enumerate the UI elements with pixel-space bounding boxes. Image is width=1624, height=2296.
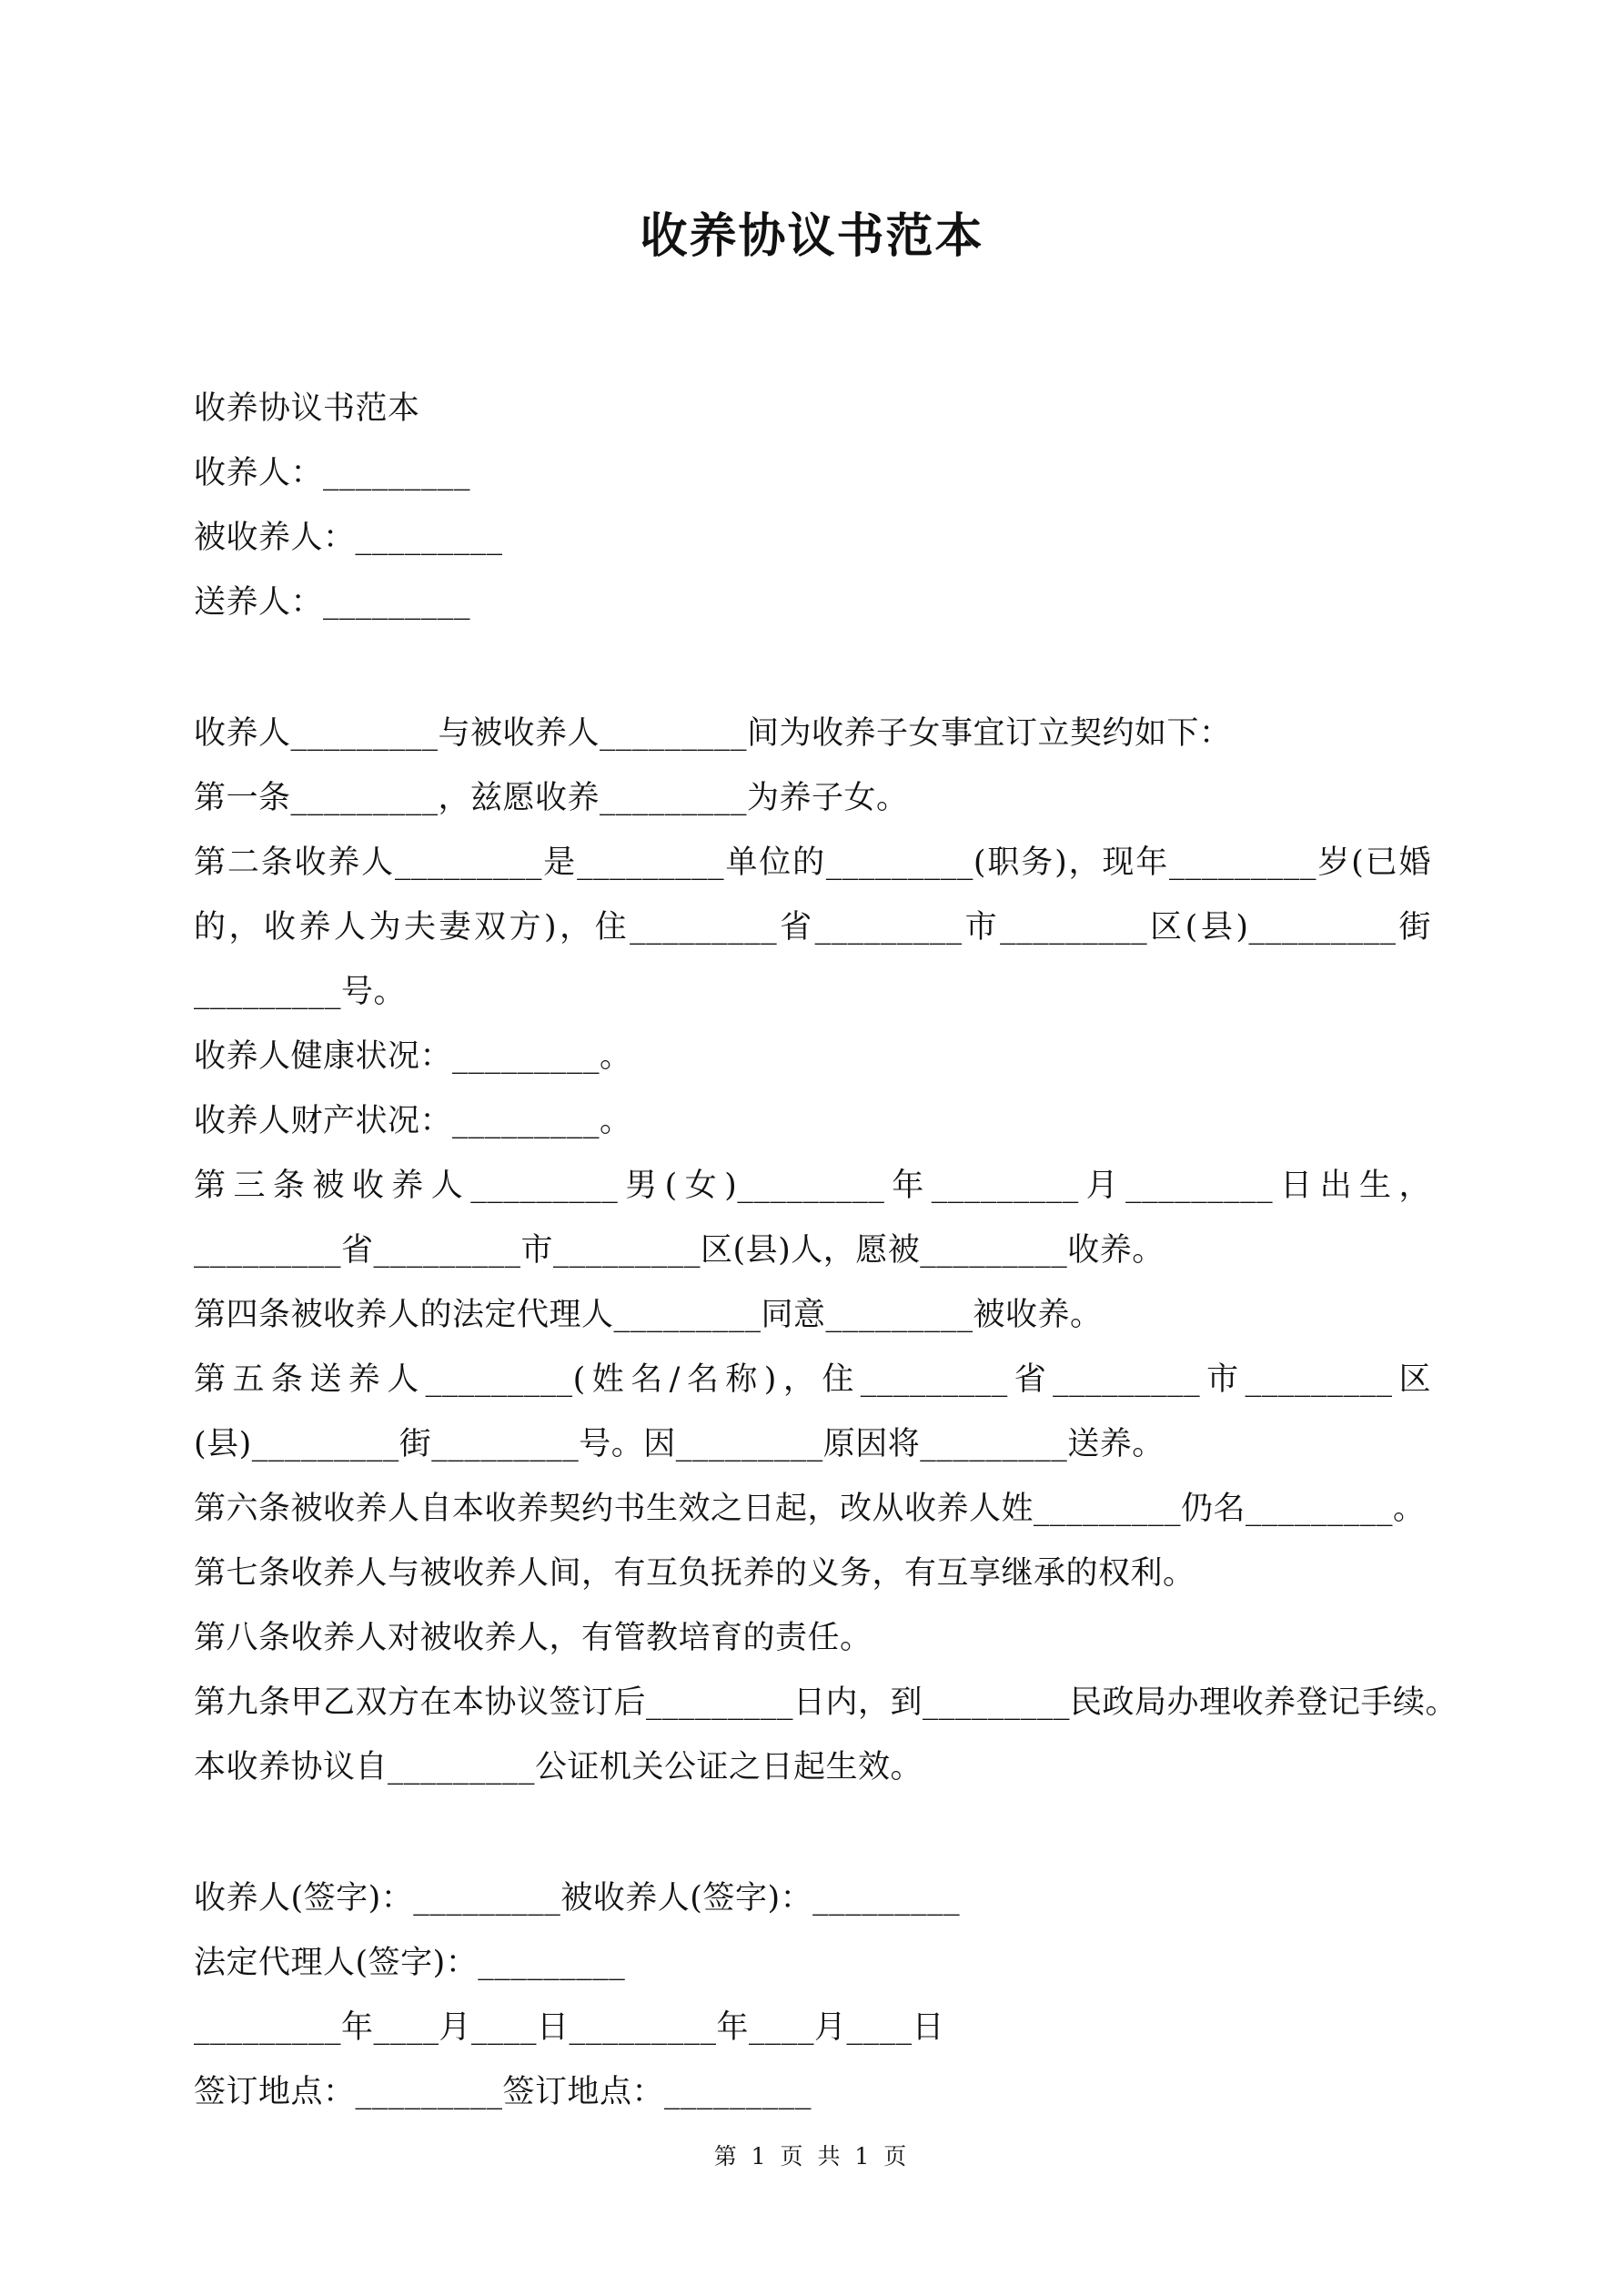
article-3-line-2: _________省_________市_________区(县)人，愿被_________收养。 [194,1232,1165,1269]
page-number: 第 1 页 共 1 页 [713,2143,911,2170]
article-9: 第九条甲乙双方在本协议签订后_________日内，到_________民政局办理收养登记手续。 [194,1684,1458,1721]
article-7: 第七条收养人与被收养人间，有互负抚养的义务，有互享继承的权利。 [194,1555,1195,1592]
article-5-line-2: (县)_________街_________号。因_________原因将_________送养。 [194,1426,1165,1462]
article-2-line-3: _________号。 [194,974,407,1010]
effective-clause: 本收养协议自_________公证机关公证之日起生效。 [194,1749,923,1785]
document-title: 收养协议书范本 [640,208,984,264]
article-4: 第四条被收养人的法定代理人_________同意_________被收养。 [194,1297,1103,1333]
signing-places: 签订地点：_________签订地点：_________ [194,2074,812,2110]
placer-field: 送养人：_________ [194,584,471,621]
document-subtitle: 收养协议书范本 [194,390,420,427]
article-1: 第一条_________，兹愿收养_________为养子女。 [194,780,909,816]
article-2-line-1: 第二条收养人_________是_________单位的_________(职务)，现年_________岁(已婚 [194,845,1431,881]
article-2-line-2: 的，收养人为夫妻双方)，住_________省_________市_________区(县)_________街 [194,909,1431,946]
adopter-field: 收养人：_________ [194,455,471,491]
adoptee-field: 被收养人：_________ [194,520,503,556]
article-3-line-1: 第三条被收养人_________男(女)_________年_________月_________日出生， [194,1168,1431,1204]
signatures-line: 收养人(签字)：_________被收养人(签字)：_________ [194,1880,961,1917]
adopter-health: 收养人健康状况：_________。 [194,1038,632,1075]
adopter-property: 收养人财产状况：_________。 [194,1103,632,1139]
article-8: 第八条收养人对被收养人，有管教培育的责任。 [194,1620,873,1656]
legal-representative-signature: 法定代理人(签字)：_________ [194,1945,626,1981]
contract-intro: 收养人_________与被收养人_________间为收养子女事宜订立契约如下： [194,715,1232,752]
article-5-line-1: 第五条送养人_________(姓名/名称)，住_________省_________市_________区 [194,1361,1431,1398]
article-6: 第六条被收养人自本收养契约书生效之日起，改从收养人姓_________仍名_________。 [194,1491,1426,1527]
signing-dates: _________年____月____日_________年____月____日 [194,2009,945,2046]
